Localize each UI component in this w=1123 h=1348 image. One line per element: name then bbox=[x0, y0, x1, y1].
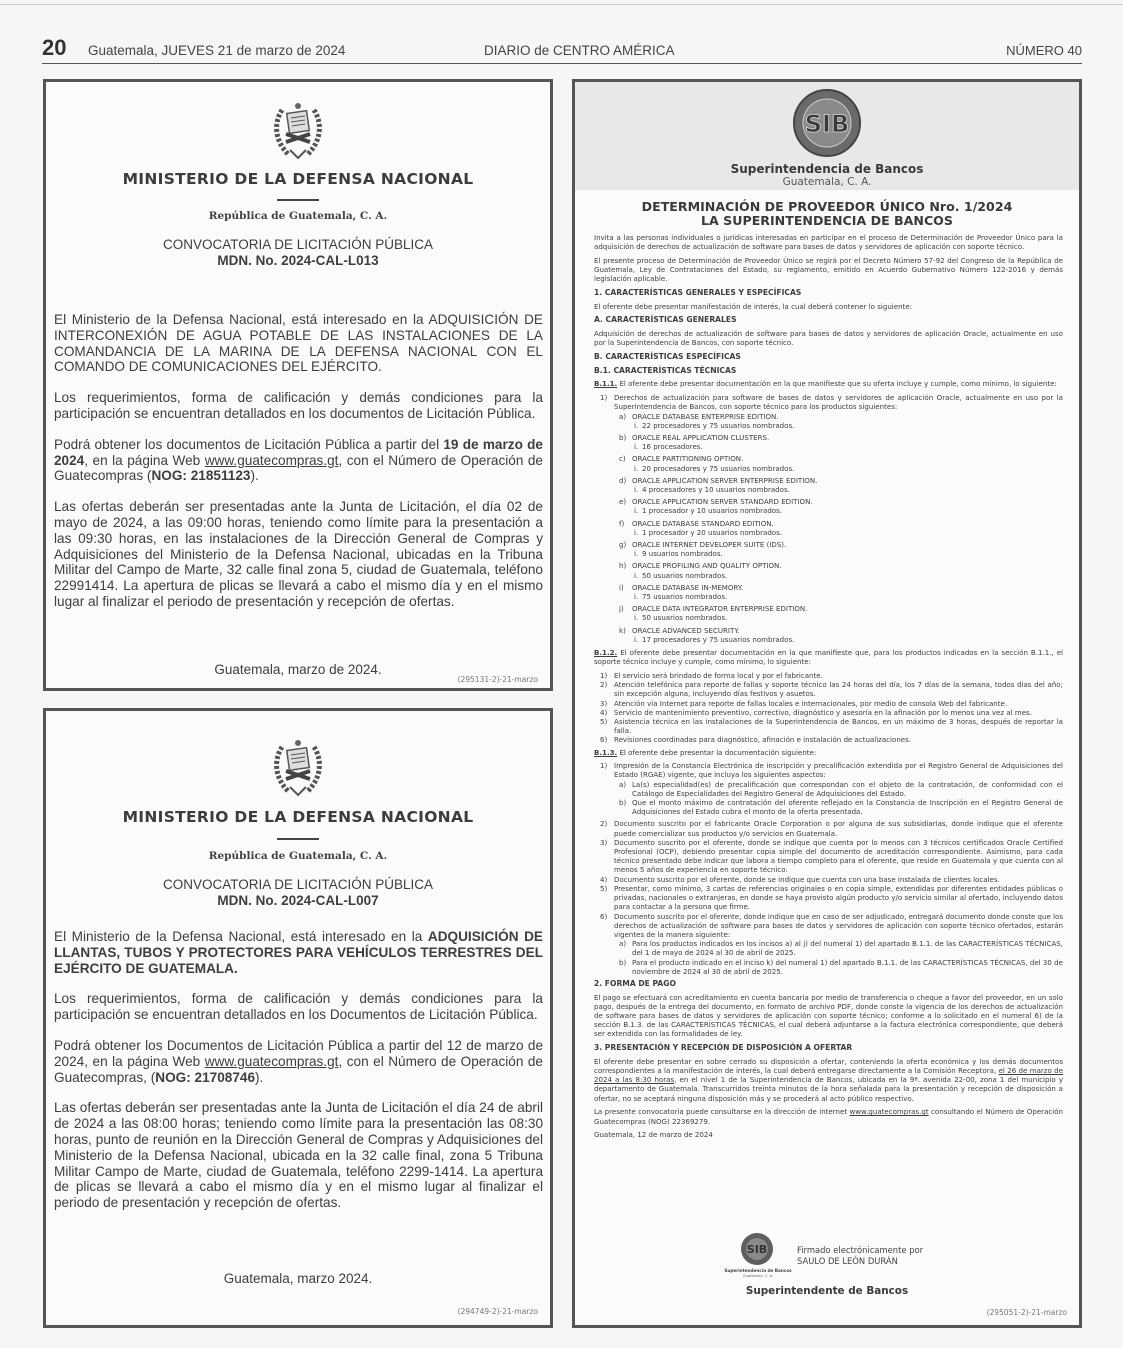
text: Asistencia técnica en las instalaciones de la Superintendencia de Bancos, en un máximo de 3 horas, después de reportar la falla. bbox=[614, 716, 1063, 736]
product-detail bbox=[632, 421, 1063, 430]
convocatoria-heading bbox=[46, 877, 550, 909]
republic-label: República de Guatemala, C. A. bbox=[208, 850, 388, 862]
marker: 1) bbox=[600, 670, 608, 680]
product-detail-list bbox=[632, 549, 1063, 558]
start-date: 19 de marzo de 2024 bbox=[54, 436, 543, 468]
b12-text: El oferente debe presentar documentación en la que manifieste que, para los productos indicados en la sección B.1.1., el soporte técnico incluye y cumple, como mínimo, lo siguiente: bbox=[594, 648, 1063, 667]
sib-seal-small-icon bbox=[740, 1232, 774, 1266]
product-name: ORACLE APPLICATION SERVER ENTERPRISE EDITION. bbox=[632, 475, 818, 485]
product-item bbox=[614, 454, 1063, 472]
product-detail bbox=[632, 635, 1063, 644]
mini-logo-city: Guatemala, C. A. bbox=[742, 1274, 774, 1278]
product-name: ORACLE DATA INTEGRATOR ENTERPRISE EDITION. bbox=[632, 604, 808, 614]
product-detail-text: 22 procesadores y 75 usuarios nombrados. bbox=[642, 420, 795, 430]
text: Para los productos indicados en los incisos a) al j) del numeral 1) del apartado B.1.1. de las CARACTERÍSTICAS TÉCNICAS, del 1 de mayo de 2024 al 30 de abril de 2025. bbox=[632, 939, 1063, 958]
b13-list-cont bbox=[594, 819, 1063, 911]
text: Servicio de mantenimiento preventivo, correctivo, diagnóstico y asesoría en la afinación por lo menos una vez al mes. bbox=[614, 707, 1032, 717]
issue-date: Guatemala, JUEVES 21 de marzo de 2024 bbox=[88, 43, 346, 58]
text: , en la página Web bbox=[84, 452, 205, 468]
product-detail bbox=[632, 506, 1063, 515]
ad-mdn-licitacion-l007 bbox=[43, 708, 553, 1328]
section-a-text: Adquisición de derechos de actualización de software para bases de datos y servidores de aplicación Oracle, actualmente en uso por la Superintendencia de Bancos, con soporte técnico. bbox=[594, 329, 1063, 348]
sib-header bbox=[575, 82, 1079, 190]
marker: 5) bbox=[600, 716, 608, 726]
ad-title bbox=[575, 200, 1079, 228]
product-detail-text: 50 usuarios nombrados. bbox=[642, 613, 728, 623]
text: , en el nivel 1 de la Superintendencia de Bancos, ubicada en la 9ª. avenida 22-00, zona 1 del municipio y departamento de Guatemala. Transcurridos treinta minutos de la hora señalada para la presentación y recepción de disposición a ofertar, no se aceptará ninguna disposición más y se procederá al acto público respectivo. bbox=[594, 1075, 1064, 1103]
b13-subitem bbox=[614, 939, 1063, 957]
marker: i. bbox=[634, 570, 639, 580]
marker: c) bbox=[619, 454, 626, 464]
marker: 1) bbox=[600, 393, 608, 403]
paragraph-documents bbox=[54, 437, 543, 484]
product-detail bbox=[632, 464, 1063, 473]
issue-number: NÚMERO 40 bbox=[1006, 43, 1082, 58]
marker: i. bbox=[634, 613, 639, 623]
nog-number: NOG: 21708746 bbox=[155, 1069, 255, 1085]
product-detail-text: 50 usuarios nombrados. bbox=[642, 570, 728, 580]
guatecompras-link[interactable]: www.guatecompras.gt bbox=[849, 1107, 929, 1117]
ad-body bbox=[54, 312, 543, 625]
coat-of-arms-icon bbox=[268, 735, 328, 799]
text: Documento suscrito por el fabricante Oracle Corporation o por alguna de sus subsidiarias, donde indique que el oferente puede comercializar sus productos y/o servicios en Guatemala. bbox=[614, 819, 1063, 838]
signer-role: Superintendente de Bancos bbox=[745, 1285, 909, 1297]
text: , con el Número de Operación de Guatecompras ( bbox=[54, 452, 543, 484]
marker: 6) bbox=[600, 735, 608, 745]
marker: 3) bbox=[600, 837, 608, 847]
marker: i. bbox=[634, 527, 639, 537]
b12-item bbox=[594, 680, 1063, 698]
marker: i. bbox=[634, 506, 639, 516]
product-detail-text: 16 procesadores. bbox=[642, 442, 703, 452]
text: Documento suscrito por el oferente, donde se indique que cuenta por lo menos con 3 técnicos certificados Oracle Certified Profesional (OCP), debiendo presentar copia simple del documento de acreditación correspondiente. Asimismo, para cada técnico presentado debe indicar que labora a tiempo completo para el oferente, que reside en Guatemala y que cuenta con al menos 5 años de experiencia en soporte técnico. bbox=[614, 837, 1063, 875]
product-name: ORACLE ADVANCED SECURITY. bbox=[632, 625, 740, 635]
ad-code: (295051-2)-21-marzo bbox=[986, 1308, 1067, 1317]
product-item bbox=[614, 519, 1063, 537]
b11-text: El oferente debe presentar documentación en la que manifieste que su oferta incluye y cumple, como mínimo, lo siguiente: bbox=[617, 379, 1057, 389]
text: Que el monto máximo de contratación del oferente reflejado en la Constancia de Inscripción en el Registro General de Adquisiciones del Estado cubra el monto de la oferta presentada. bbox=[632, 798, 1063, 817]
product-detail-text: 1 procesador y 10 usuarios nombrados. bbox=[642, 506, 783, 516]
text: La(s) especialidad(es) de precalificación que correspondan con el objeto de la contratación, de conformidad con el Catálogo de Especialidades del Registro General de Adquisiciones del Estado. bbox=[632, 779, 1063, 798]
product-detail-list bbox=[632, 485, 1063, 494]
product-name: ORACLE DATABASE STANDARD EDITION. bbox=[632, 518, 774, 528]
page-number: 20 bbox=[42, 35, 67, 60]
product-item bbox=[614, 561, 1063, 579]
product-detail-text: 1 procesador y 20 usuarios nombrados. bbox=[642, 527, 783, 537]
guatecompras-link[interactable]: www.guatecompras.gt bbox=[204, 452, 339, 468]
b12-item bbox=[594, 671, 1063, 680]
intro-2: El presente proceso de Determinación de Proveedor Único se regirá por el Decreto Número 57-92 del Congreso de la República de Guatemala, Ley de Contrataciones del Estado, su reglamento, emitido en Acuerdo Gubernativo Número 122-2016 y demás legislación aplicable. bbox=[594, 255, 1063, 284]
product-detail-list bbox=[632, 464, 1063, 473]
product-item bbox=[614, 604, 1063, 622]
title-rule bbox=[277, 838, 319, 840]
marker: d) bbox=[619, 475, 627, 485]
product-item bbox=[614, 583, 1063, 601]
product-name: ORACLE PARTITIONING OPTION. bbox=[632, 454, 744, 464]
text: La presente convocatoria puede consultarse en la dirección de internet bbox=[594, 1107, 850, 1117]
b13-list bbox=[594, 761, 1063, 816]
b13-subitem bbox=[614, 780, 1063, 798]
marker: 6) bbox=[600, 911, 608, 921]
text: Documento suscrito por el oferente, donde indique que en caso de ser adjudicado, entregará documento donde conste que los derechos de actualización de software para bases de datos y servidores de aplicación con soporte técnico ofertados, estarán vigentes de la manera siguiente: bbox=[614, 911, 1063, 939]
ad-mdn-licitacion-l013 bbox=[43, 79, 553, 691]
text: Revisiones coordinadas para diagnóstico, afinación e instalación de actualizaciones. bbox=[614, 735, 912, 745]
b12-item bbox=[594, 708, 1063, 717]
text: El oferente debe presentar en sobre cerrado su disposición a ofertar, conteniendo la oferta económica y los demás documentos correspondientes a la manifestación de interés, la cual deberá entregarse directamente a la Comisión Receptora, bbox=[594, 1056, 1063, 1076]
product-name: ORACLE PROFILING AND QUALITY OPTION. bbox=[632, 561, 782, 571]
republic-label: República de Guatemala, C. A. bbox=[208, 210, 388, 222]
marker: i. bbox=[634, 463, 639, 473]
text: Presentar, como mínimo, 3 cartas de referencias originales o en copia simple, extendidas por diferentes entidades públicas o privadas, nacionales o extranjeras, en donde se haya provisto algún producto y/o servicio similar al ofertado, incluyendo datos para contactar a la persona que firme. bbox=[614, 883, 1063, 912]
marker: i. bbox=[634, 420, 639, 430]
signed-label: Firmado electrónicamente por bbox=[797, 1245, 924, 1255]
section-3-text bbox=[594, 1057, 1063, 1103]
masthead bbox=[42, 37, 1082, 64]
b12-item bbox=[594, 699, 1063, 708]
mini-logo-name: Superintendencia de Bancos bbox=[724, 1268, 792, 1273]
b13-item bbox=[594, 819, 1063, 837]
title-rule bbox=[277, 199, 319, 201]
b13-item-6 bbox=[594, 912, 1063, 976]
ad-body bbox=[594, 233, 1063, 1144]
marker: a) bbox=[619, 939, 627, 949]
convocatoria-number: MDN. No. 2024-CAL-L007 bbox=[217, 893, 379, 908]
section-3-heading: 3. PRESENTACIÓN Y RECEPCIÓN DE DISPOSICIÓN A OFERTAR bbox=[594, 1043, 853, 1053]
marker: 2) bbox=[600, 680, 608, 690]
b12-item bbox=[594, 717, 1063, 735]
section-2-heading: 2. FORMA DE PAGO bbox=[594, 978, 676, 988]
convocatoria-number: MDN. No. 2024-CAL-L013 bbox=[217, 253, 379, 268]
text: Documento suscrito por el oferente, donde se indique que cuenta con una base instalada de clientes locales. bbox=[614, 874, 1000, 884]
b13-list-item6 bbox=[594, 912, 1063, 976]
b12-item bbox=[594, 735, 1063, 744]
b13-item bbox=[594, 875, 1063, 884]
sib-seal-icon bbox=[792, 88, 862, 158]
marker: 1) bbox=[600, 761, 608, 771]
section-b1-heading: B.1. CARACTERÍSTICAS TÉCNICAS bbox=[594, 365, 737, 375]
b13-item bbox=[594, 838, 1063, 875]
b13-item bbox=[594, 884, 1063, 912]
b13-text: El oferente debe presentar la documentación siguiente: bbox=[617, 747, 817, 757]
product-detail bbox=[632, 571, 1063, 580]
signer-name: SAULO DE LEÓN DURÁN bbox=[797, 1255, 898, 1266]
page-top-edge bbox=[0, 0, 1123, 5]
product-detail bbox=[632, 549, 1063, 558]
marker: h) bbox=[619, 561, 627, 571]
sign-date: Guatemala, 12 de marzo de 2024 bbox=[594, 1130, 713, 1140]
paragraph-offers: Las ofertas deberán ser presentadas ante la Junta de Licitación el día 24 de abril de 2024 a las 08:00 horas; teniendo como límite para la presentación las 08:30 horas, punto de reunión en la Dirección General de Compras y Adquisiciones del Ministerio de la Defensa Nacional, ubicada en la 32 calle final, zona 5 Tribuna Militar Campo de Marte, ciudad de Guatemala, teléfono 2299-1414. La apertura de plicas se llevará a cabo el mismo día y en el mismo lugar al finalizar el periodo de presentación y recepción de ofertas. bbox=[54, 1100, 543, 1211]
paragraph-object: El Ministerio de la Defensa Nacional, está interesado en la ADQUISICIÓN DE INTERCONEXIÓN DE AGUA POTABLE DE LAS INSTALACIONES DE LA COMANDANCIA DE LA MARINA DE LA DEFENSA NACIONAL CON EL COMANDO DE COMUNICACIONES DEL EJÉRCITO. bbox=[54, 312, 543, 375]
product-detail-list bbox=[632, 442, 1063, 451]
marker: i. bbox=[634, 634, 639, 644]
product-list bbox=[614, 412, 1063, 644]
text: Atención telefónica para reporte de fallas y soporte técnico las 24 horas del día, los 7 días de la semana, todos días del año; sin excepción alguna, incluyendo días festivos y asuetos. bbox=[614, 680, 1063, 699]
marker: i) bbox=[619, 582, 624, 592]
marker: k) bbox=[619, 625, 626, 635]
ad-code: (295131-2)-21-marzo bbox=[457, 675, 538, 684]
consult-text bbox=[594, 1107, 1063, 1125]
product-item bbox=[614, 626, 1063, 644]
ministry-title: MINISTERIO DE LA DEFENSA NACIONAL bbox=[122, 808, 474, 826]
marker: j) bbox=[619, 604, 624, 614]
title-line-1: DETERMINACIÓN DE PROVEEDOR ÚNICO Nro. 1/2024 bbox=[641, 199, 1013, 214]
section-a-heading: A. CARACTERÍSTICAS GENERALES bbox=[594, 315, 737, 325]
ad-sib-proveedor-unico bbox=[572, 79, 1082, 1328]
b11-list bbox=[594, 393, 1063, 644]
text: consultando el Número de Operación Guatecompras (NOG) 22369279. bbox=[594, 1107, 1063, 1126]
product-detail-list bbox=[632, 571, 1063, 580]
marker: 4) bbox=[600, 707, 608, 717]
product-detail bbox=[632, 592, 1063, 601]
marker: a) bbox=[619, 411, 627, 421]
product-detail-list bbox=[632, 635, 1063, 644]
marker: b) bbox=[619, 432, 627, 442]
marker: 3) bbox=[600, 698, 608, 708]
place-date: Guatemala, marzo 2024. bbox=[223, 1271, 373, 1286]
intro-1: Invita a las personas individuales o jurídicas interesadas en participar en el proceso de Determinación de Proveedor Único para la adquisición de derechos de actualización de software para bases de datos y servidores de aplicación con soporte técnico. bbox=[594, 233, 1063, 252]
product-name: ORACLE INTERNET DEVELOPER SUITE (IDS). bbox=[632, 539, 787, 549]
marker: i. bbox=[634, 484, 639, 494]
marker: e) bbox=[619, 497, 627, 507]
text: El servicio será brindado de forma local y por el fabricante. bbox=[614, 670, 823, 680]
section-2-text: El pago se efectuará con acreditamiento en cuenta bancaria por medio de transferencia o cheque a favor del proveedor, en un solo pago, después de la entrega del documento, en formato de archivo PDF, donde conste la vigencia de los derechos de actualización de software para bases de datos y servidores de aplicación con soporte técnico; conforme a lo solicitado en el numeral 6) de la sección B.1.3. de las CARACTERÍSTICAS TÉCNICAS, el cual deberá adjuntarse a la factura electrónica correspondiente, que deberá ser extendida con las formalidades de ley. bbox=[594, 992, 1063, 1039]
convocatoria-heading bbox=[46, 237, 550, 269]
product-detail bbox=[632, 528, 1063, 537]
marker: i. bbox=[634, 442, 639, 452]
b13-label: B.1.3. bbox=[594, 747, 618, 757]
paragraph-requirements: Los requerimientos, forma de calificación y demás condiciones para la participación se encuentran detallados en los Documentos de Licitación Pública. bbox=[54, 991, 543, 1023]
text: Impresión de la Constancia Electrónica de inscripción y precalificación extendida por el Registro General de Adquisiciones del Estado (RGAE) vigente, que incluya los siguientes aspectos: bbox=[614, 761, 1063, 780]
b13-item-1 bbox=[594, 761, 1063, 816]
nog-number: NOG: 21851123 bbox=[151, 468, 251, 484]
section-1-text: El oferente debe presentar manifestación de interés, la cual deberá contener lo siguiente: bbox=[594, 301, 913, 311]
b12-intro bbox=[594, 648, 1063, 666]
product-detail-list bbox=[632, 421, 1063, 430]
product-detail-text: 9 usuarios nombrados. bbox=[642, 549, 723, 559]
b13-subitem bbox=[614, 958, 1063, 976]
product-item bbox=[614, 412, 1063, 430]
marker: g) bbox=[619, 539, 627, 549]
title-line-2: LA SUPERINTENDENCIA DE BANCOS bbox=[701, 213, 953, 228]
guatecompras-link[interactable]: www.guatecompras.gt bbox=[204, 1053, 339, 1069]
product-name: ORACLE DATABASE ENTERPRISE EDITION. bbox=[632, 411, 779, 421]
marker: 4) bbox=[600, 874, 608, 884]
b11-label: B.1.1. bbox=[594, 379, 618, 389]
product-detail-list bbox=[632, 592, 1063, 601]
paragraph-documents bbox=[54, 1038, 543, 1085]
paragraph-offers: Las ofertas deberán ser presentadas ante la Junta de Licitación, el día 02 de mayo de 2024, a las 09:00 horas, teniendo como límite para la presentación a las 09:30 horas, en las instalaciones de la Dirección General de Compras y Adquisiciones del Ministerio de la Defensa Nacional, ubicadas en la Tribuna Militar del Campo de Marte, 32 calle final zona 5, ciudad de Guatemala, teléfono 22991414. La apertura de plicas se llevará a cabo el mismo día y en el mismo lugar al finalizar el periodo de presentación y recepción de ofertas. bbox=[54, 499, 543, 609]
product-item bbox=[614, 497, 1063, 515]
convocatoria-title: CONVOCATORIA DE LICITACIÓN PÚBLICA bbox=[162, 237, 434, 252]
text: El Ministerio de la Defensa Nacional, está interesado en la bbox=[54, 929, 428, 944]
b12-list bbox=[594, 671, 1063, 745]
product-name: ORACLE DATABASE IN-MEMORY. bbox=[632, 582, 743, 592]
marker: a) bbox=[619, 779, 627, 789]
product-detail-list bbox=[632, 528, 1063, 537]
b13-item-1-sublist bbox=[614, 780, 1063, 817]
product-detail bbox=[632, 442, 1063, 451]
section-b-heading: B. CARACTERÍSTICAS ESPECÍFICAS bbox=[594, 352, 741, 362]
section-1-heading: 1. CARACTERÍSTICAS GENERALES Y ESPECÍFICAS bbox=[594, 288, 802, 298]
product-detail-text: 17 procesadores y 75 usuarios nombrados. bbox=[642, 634, 795, 644]
product-item bbox=[614, 540, 1063, 558]
ad-code: (294749-2)-21-marzo bbox=[457, 1307, 538, 1316]
product-name: ORACLE APPLICATION SERVER STANDARD EDITION. bbox=[632, 497, 813, 507]
marker: f) bbox=[619, 518, 625, 528]
product-detail-text: 75 usuarios nombrados. bbox=[642, 592, 728, 601]
text: Para el producto indicado en el inciso k) del numeral 1) del apartado B.1.1. de las CARACTERÍSTICAS TÉCNICAS, del 30 de noviembre de 2024 al 30 de abril de 2025. bbox=[632, 957, 1063, 976]
institution-name: Superintendencia de Bancos bbox=[730, 162, 924, 176]
newspaper-name: DIARIO de CENTRO AMÉRICA bbox=[484, 43, 675, 58]
product-detail bbox=[632, 485, 1063, 494]
electronic-signature bbox=[797, 1245, 923, 1266]
paragraph-requirements: Los requerimientos, forma de calificación y demás condiciones para la participación se encuentran detallados en los documentos de Licitación Pública. bbox=[54, 390, 543, 421]
text: Derechos de actualización para software de bases de datos y servidores de aplicación Oracle, actualmente en uso por la Superintendencia de Bancos, con soporte técnico para los productos siguientes: bbox=[614, 393, 1063, 412]
b13-item-6-sublist bbox=[614, 939, 1063, 976]
b12-label: B.1.2. bbox=[594, 648, 618, 658]
signature-block bbox=[575, 1232, 1079, 1302]
product-item bbox=[614, 433, 1063, 451]
marker: b) bbox=[619, 798, 627, 808]
text: Atención vía Internet para reporte de fallas locales e internacionales, por medio de consola Web del fabricante. bbox=[614, 698, 1008, 708]
marker: 2) bbox=[600, 819, 608, 829]
text: ). bbox=[250, 468, 259, 484]
product-item bbox=[614, 476, 1063, 494]
product-detail-list bbox=[632, 613, 1063, 622]
marker: 5) bbox=[600, 883, 608, 893]
paragraph-object bbox=[54, 929, 543, 976]
marker: i. bbox=[634, 549, 639, 559]
product-detail bbox=[632, 613, 1063, 622]
b13-subitem bbox=[614, 798, 1063, 816]
object-bold: ADQUISICIÓN DE LLANTAS, TUBOS Y PROTECTORES PARA VEHÍCULOS TERRESTRES DEL EJÉRCITO DE GUATEMALA. bbox=[54, 929, 543, 976]
product-detail-text: 4 procesadores y 10 usuarios nombrados. bbox=[642, 484, 790, 494]
coat-of-arms-icon bbox=[268, 98, 328, 162]
place-date: Guatemala, marzo de 2024. bbox=[214, 662, 382, 677]
product-detail-text: 20 procesadores y 75 usuarios nombrados. bbox=[642, 463, 795, 473]
delivery-date: el 26 de marzo de 2024 a las 8:30 horas bbox=[594, 1066, 1063, 1085]
text: ). bbox=[255, 1069, 264, 1085]
b11-item-1 bbox=[594, 393, 1063, 644]
sib-logo-letters: SIB bbox=[804, 110, 850, 138]
marker: b) bbox=[619, 957, 627, 967]
product-detail-list bbox=[632, 506, 1063, 515]
text: Podrá obtener los Documentos de Licitación Pública a partir del 12 de marzo de 2024, en la página Web bbox=[54, 1037, 543, 1069]
marker: i. bbox=[634, 592, 639, 601]
convocatoria-title: CONVOCATORIA DE LICITACIÓN PÚBLICA bbox=[162, 877, 434, 892]
text: , con el Número de Operación de Guatecompras, ( bbox=[54, 1053, 543, 1085]
ad-body bbox=[54, 929, 543, 1226]
ministry-title: MINISTERIO DE LA DEFENSA NACIONAL bbox=[122, 170, 474, 188]
b11-intro bbox=[594, 379, 1063, 388]
sib-mini-letters: SIB bbox=[746, 1243, 768, 1256]
text: Podrá obtener los documentos de Licitación Pública a partir del bbox=[54, 436, 444, 452]
b13-intro bbox=[594, 748, 1063, 757]
institution-city: Guatemala, C. A. bbox=[782, 176, 872, 188]
product-name: ORACLE REAL APPLICATION CLUSTERS. bbox=[632, 432, 770, 442]
